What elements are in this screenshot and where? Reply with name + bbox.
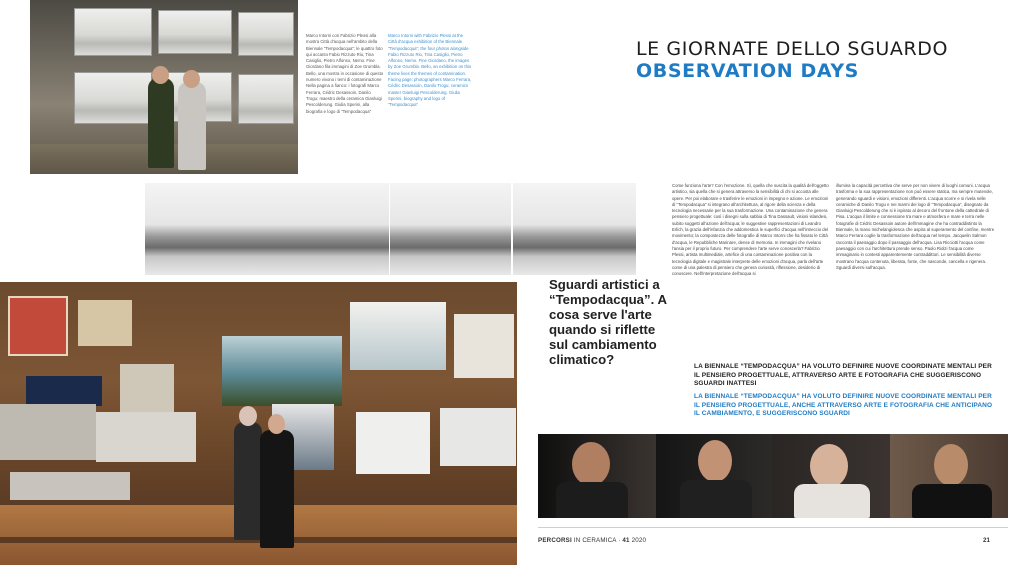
- article-title-italian: LE GIORNATE DELLO SGUARDO: [636, 38, 949, 60]
- magazine-subtitle: IN CERAMICA: [573, 537, 617, 544]
- speakers-photo: [538, 434, 1008, 518]
- gallery-photo-top: [30, 0, 298, 174]
- magazine-name: PERCORSI: [538, 537, 572, 544]
- landscape-photo-1: [145, 183, 268, 275]
- issue-number: 41: [622, 537, 630, 544]
- landscape-photo-3: [390, 183, 511, 275]
- body-text-column-1: Come funziona l'arte? Con l'emozione. Sì, quella che suscita la qualità dell'oggetto artistico, sia quella che si genera attraverso la sensibilità di chi si accosta alle opere. Per poi elaborare e trasferire le emozioni in impegno e azione. Le emozioni di “Tempodacqua” si integrano all'architettura, al rigore della scienza e della tecnologia necessarie per la sua trasformazione. Una contaminazione che genera pensiero progettuale: così i disegni sulla sabbia di Tina Dassault, visioni islandesi, subito soggetti all'azione dell'acqua; le suggestive rappresentazioni di Leandro Erlich, la grazia dell'infanzia che addomestica le superfici d'acqua nell'intreccio del movimento; la compostezza delle fotografie di Marco Intorni che ha fissato le Città d'acqua, le Repubbliche Marinare, dense di memoria. In immagini che rivelano l'ansia per il proprio futuro. Per comprendere l'arte serve conoscerla? Fabrizio Plessi, artista multimediale, artefice di una contaminazione positiva con la tecnologia digitale e magistrale interprete delle emozioni d'acqua, parla dell'arte come di una palestra di pensiero che genera curiosità, riflessione, desiderio di conoscere. Nell'interpretazione dell'acqua si: [672, 183, 829, 277]
- subheading-english: LA BIENNALE “TEMPODACQUA” HA VOLUTO DEFINIRE NUOVE COORDINATE MENTALI PER IL PENSIERO PROGETTUALE, ANCHE ATTRAVERSO ARTE E FOTOGRAFIA CHE ANTICIPANO IL CAMBIAMENTO, E SUGGERISCONO SGUARDI: [694, 393, 993, 418]
- exhibition-photo: [0, 282, 517, 565]
- page-number: 21: [983, 537, 990, 544]
- pull-quote: Sguardi artistici a “Tempodacqua”. A cosa serve l'arte quando si riflette sul cambiamento climatico?: [549, 277, 667, 367]
- article-title-english: OBSERVATION DAYS: [636, 60, 859, 82]
- landscape-photo-2: [268, 183, 389, 275]
- subheading-italian: LA BIENNALE “TEMPODACQUA” HA VOLUTO DEFINIRE NUOVE COORDINATE MENTALI PER IL PENSIERO PROGETTUALE, ATTRAVERSO ARTE E FOTOGRAFIA CHE SUGGERISCONO SGUARDI INATTESI: [694, 363, 992, 388]
- footer-rule: [538, 527, 1008, 528]
- photo-caption-italian: Marco Intorni con Fabrizio Plessi alla mostra Città d'acqua nell'ambito della Biennale "Tempodacqua"; le quattro foto qui accanto Fabio Rizzuto Rio, Tina Casiglio, Pietro Alfonso, Nemo. Fine Giordano fila immagini di Zoe Grumbla. Bello, una mostra in occasione di questo numero vivono i temi di contaminazione Nella pagina a fianco: i fotografi Marco Ferrara, Cédric Desassoin, Danilo Trogu; maestro della ceramica Gianluigi Pescolderung. Giulia Sperini, alla biografia e logo di "Tempodacqua": [306, 33, 384, 114]
- photo-caption-english: Marco Intorni with Fabrizio Plessi at the Città d'acqua exhibition of the Biennale "Tempodacqua"; the four photos alongside Fabio Rizzuto Rio, Tina Casiglio, Pietro Alfonso, Nemo. Fine Giordano, the images by Zoe Grumbla. Bello, an exhibition on this theme lives the themes of contamination. Facing page: photographers Marco Ferrara, Cédric Desassoin, Danilo Trogu; ceramics master Gianluigi Pescolderung. Giulia Sperini, biography and logo of "Tempodacqua": [388, 33, 472, 108]
- body-text-column-2: illumina la capacità percettiva che serve per non vivere di luoghi comuni. L'acqua trasforma e la sua rappresentazione non può essere statica, ma sempre mutevole, generando sguardi e visioni, emozioni differenti. L'acqua scorre e si rivela nelle ceramiche di Danilo Trogu e nei marmi dei logo di “Tempodacqua”, disegnato da Gianluigi Pescolderung che si è ispirato al decoro del frontone della cattedrale di Pisa. L'acqua il limite e connessione tra mare e atmosfera e mare e terra nelle fotografie di Cédric Desassoin autore dell'immagine che ha contraddistinto la Biennale, la mano michelangiolesca che aspira al superamento del confine, mentre Marco Ferrara coglie la trasformazione dell'acqua nel tempo. Jacquelin Salmon racconta il paesaggio dopo il passaggio dell'acqua. Lisa Ricciotti l'acqua come paesaggio con cui l'architettura prende senso. Paolo Riolzi l'acqua come immaginario in contesti apparentemente contraddittori. Le sensibilità diverse mostrano l'acqua contenuta, liberata, fonte, che nasconde, cancella e rigenera. Sguardi diversi sull'acqua.: [836, 183, 995, 270]
- landscape-photo-4: [513, 183, 636, 275]
- page-footer: PERCORSI IN CERAMICA · 41 2020: [538, 537, 647, 544]
- issue-year: 2020: [631, 537, 647, 544]
